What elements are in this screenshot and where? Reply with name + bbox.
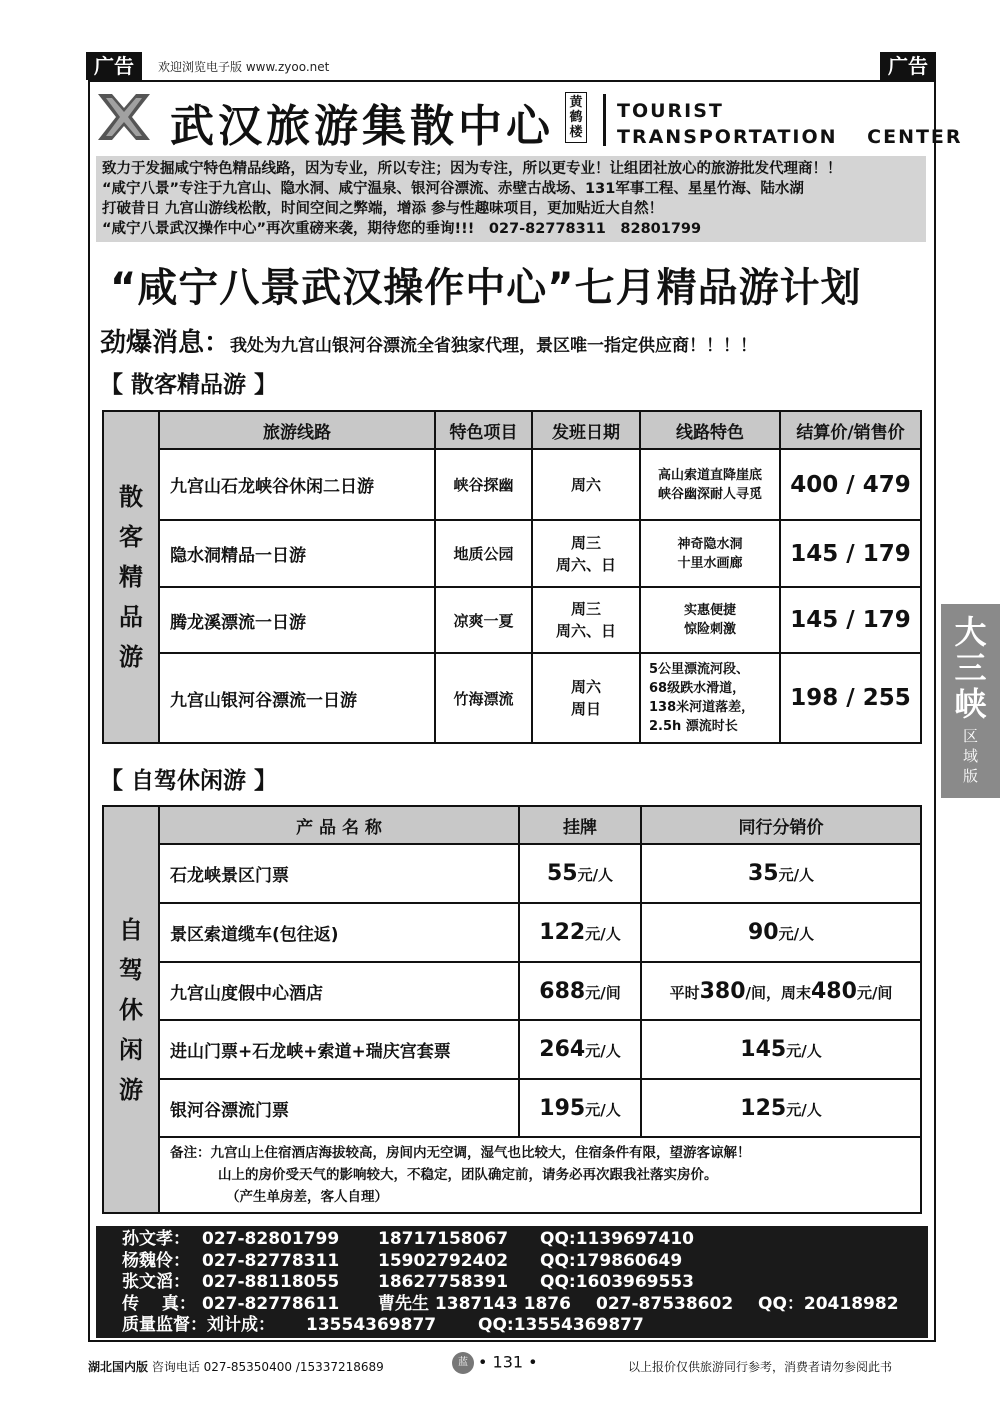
supervision-label: 质量监督：刘计成：	[122, 1315, 275, 1335]
price-unit: 元/间	[856, 983, 893, 1002]
price-unit: 元/人	[778, 866, 815, 884]
route-feature: 竹海漂流	[435, 653, 532, 743]
list-price	[519, 1079, 641, 1137]
highlight-line: 实惠便捷	[683, 603, 736, 618]
trade-price	[641, 1079, 921, 1137]
trade-price	[641, 903, 921, 962]
table-row	[103, 587, 921, 653]
table-row	[103, 653, 921, 743]
highlight-line: 十里水画廊	[677, 555, 743, 571]
hot-news-text: 我处为九宫山银河谷漂流全省独家代理，景区唯一指定供应商！！！！	[230, 336, 758, 356]
huanghelou-seal: 黄鹤楼	[565, 92, 587, 143]
fax-extra: 曹先生 1387143 1876	[378, 1293, 571, 1314]
date-line: 周六	[570, 678, 601, 696]
route-price: 145 / 179	[780, 587, 921, 653]
header-route: 旅游线路	[159, 411, 435, 449]
price-number: 195	[539, 1095, 586, 1121]
welcome-text: 欢迎浏览电子版 www.zyoo.net	[158, 60, 330, 74]
fax-phone: 027-82778611	[202, 1293, 340, 1314]
fax-row	[122, 1294, 928, 1316]
ad-label-left: 广告	[86, 52, 142, 80]
price-number: 145	[740, 1037, 787, 1062]
date-line: 周日	[570, 700, 601, 718]
date-line: 周三	[570, 600, 601, 618]
side-char: 驾	[119, 955, 143, 984]
table-row	[103, 962, 921, 1020]
center-name-chinese: 武汉旅游集散中心	[170, 101, 554, 152]
price-text: 平时	[669, 983, 700, 1002]
contact-mobile: 18627758391	[378, 1272, 509, 1292]
side-char: 品	[119, 603, 143, 631]
product-name: 进山门票+石龙峡+索道+瑞庆宫套票	[159, 1020, 519, 1079]
contact-name: 杨魏伶：	[122, 1250, 190, 1271]
price-number: 90	[747, 920, 779, 945]
region-side-tab	[941, 604, 1000, 798]
product-name: 九宫山度假中心酒店	[159, 962, 519, 1020]
fax-phone2: 027-87538602	[596, 1293, 734, 1314]
price-unit: 元/人	[585, 925, 621, 943]
contact-mobile: 15902792402	[378, 1250, 509, 1271]
table-row	[103, 903, 921, 962]
contact-name: 张文滔：	[122, 1272, 190, 1292]
contact-qq: QQ:179860649	[540, 1250, 683, 1271]
ad-label-right: 广告	[880, 52, 936, 80]
route-highlights	[640, 520, 780, 587]
route-dates	[532, 449, 640, 520]
price-number: 55	[546, 861, 578, 886]
hot-news-label: 劲爆消息：	[100, 328, 231, 358]
table-row	[103, 844, 921, 903]
footer-disclaimer: 以上报价仅供旅游同行参考，消费者请勿参阅此书	[628, 1360, 893, 1374]
side-char: 客	[119, 523, 143, 551]
note-line: （产生单房差，客人自理）	[226, 1189, 388, 1205]
route-feature: 地质公园	[435, 520, 532, 587]
date-line: 周三	[570, 533, 601, 552]
fax-qq: QQ：20418982	[758, 1293, 899, 1314]
main-title: “咸宁八景武汉操作中心”七月精品游计划	[110, 265, 862, 311]
highlight-line: 惊险刺激	[683, 622, 736, 637]
highlight-line: 峡谷幽深耐人寻觅	[657, 486, 762, 502]
contact-mobile: 18717158067	[378, 1229, 509, 1249]
section-title-self-drive: 【 自驾休闲游 】	[100, 768, 278, 794]
route-dates	[532, 653, 640, 743]
route-highlights	[640, 449, 780, 520]
intro-line: 打破昔日 九宫山游线松散，时间空间之弊端，增添 参与性趣味项目，更加贴近大自然！	[102, 201, 664, 217]
header-list-price: 挂牌	[519, 806, 641, 844]
header-price: 结算价/销售价	[780, 411, 921, 449]
intro-line: 致力于发掘咸宁特色精品线路，因为专业，所以专注；因为专注，所以更专业！让组团社放心的旅游批发代理商！！	[102, 161, 842, 177]
note-cell	[159, 1137, 921, 1213]
contact-phone: 027-82778311	[202, 1250, 340, 1271]
footer-consult: 咨询电话 027-85350400 /15337218689	[151, 1360, 384, 1374]
price-text: /间，周末	[745, 983, 811, 1002]
table-row	[103, 520, 921, 587]
highlight-line: 5公里漂流河段、	[649, 662, 750, 677]
price-unit: 元/人	[577, 866, 614, 884]
price-number: 122	[539, 920, 586, 945]
route-dates	[532, 520, 640, 587]
fax-label: 传 真：	[122, 1293, 196, 1314]
note-row	[103, 1137, 921, 1213]
trade-price	[641, 962, 921, 1020]
product-name: 景区索道缆车(包往返)	[159, 903, 519, 962]
product-name: 银河谷漂流门票	[159, 1079, 519, 1137]
date-line: 周六、日	[555, 622, 616, 640]
logo-icon	[98, 94, 150, 140]
side-label-self-drive	[103, 806, 159, 1213]
route-price: 145 / 179	[780, 520, 921, 587]
table-row	[103, 1020, 921, 1079]
price-unit: 元/人	[585, 1100, 621, 1119]
footer-left	[88, 1358, 384, 1375]
price-number: 264	[539, 1037, 586, 1062]
section-title-group-tours: 【 散客精品游 】	[100, 372, 278, 398]
highlight-line: 神奇隐水洞	[677, 536, 743, 552]
price-number: 688	[539, 978, 586, 1004]
page-number: • 131 •	[478, 1352, 538, 1372]
side-char: 自	[119, 915, 143, 944]
side-tab-subtitle: 区域版	[962, 727, 978, 785]
note-line: 备注：九宫山上住宿酒店海拔较高，房间内无空调，湿气也比较大，住宿条件有限，望游客谅解！	[170, 1145, 751, 1161]
intro-line: “咸宁八景武汉操作中心”再次重磅来袭，期待您的垂询!!! 027-82778311 82801799	[102, 221, 702, 237]
side-char: 休	[119, 995, 143, 1024]
side-char: 精	[119, 563, 143, 591]
note-line: 山上的房价受天气的影响较大，不稳定，团队确定前，请务必再次跟我社落实房价。	[218, 1167, 718, 1183]
supervision-phone: 13554369877	[306, 1315, 437, 1335]
contact-row	[122, 1272, 928, 1294]
price-unit: 元/间	[585, 983, 621, 1002]
route-price: 198 / 255	[780, 653, 921, 743]
header-divider	[603, 94, 606, 146]
route-price: 400 / 479	[780, 449, 921, 520]
contact-row	[122, 1251, 928, 1273]
table-row	[103, 449, 921, 520]
table-row	[103, 1079, 921, 1137]
list-price	[519, 903, 641, 962]
group-tours-table	[102, 410, 922, 744]
intro-block	[96, 156, 926, 242]
side-char: 游	[119, 643, 143, 671]
header-feature: 特色项目	[435, 411, 532, 449]
contact-phone: 027-88118055	[202, 1272, 340, 1292]
date-line: 周六、日	[555, 555, 616, 574]
list-price	[519, 1020, 641, 1079]
route-highlights	[640, 587, 780, 653]
footer-edition: 湖北国内版	[88, 1360, 149, 1374]
trade-price	[641, 1020, 921, 1079]
contact-row	[122, 1229, 928, 1251]
side-char: 闲	[119, 1035, 143, 1064]
route-dates	[532, 587, 640, 653]
hot-news	[100, 322, 757, 359]
route-name: 九宫山石龙峡谷休闲二日游	[159, 449, 435, 520]
center-name-english-line2: TRANSPORTATION CENTER	[617, 126, 963, 148]
list-price	[519, 844, 641, 903]
contact-qq: QQ:1139697410	[540, 1229, 694, 1249]
highlight-line: 68级跌水滑道，	[649, 681, 746, 696]
header-highlights: 线路特色	[640, 411, 780, 449]
supervision-row	[122, 1315, 928, 1337]
price-number: 35	[747, 861, 779, 886]
supervision-qq: QQ:13554369877	[478, 1315, 644, 1335]
price-unit: 元/人	[786, 1042, 822, 1060]
highlight-line: 高山索道直降崖底	[657, 467, 762, 483]
self-drive-table	[102, 805, 922, 1214]
route-name: 九宫山银河谷漂流一日游	[159, 653, 435, 743]
header-trade-price: 同行分销价	[641, 806, 921, 844]
route-name: 腾龙溪漂流一日游	[159, 587, 435, 653]
price-unit: 元/人	[778, 925, 815, 943]
highlight-line: 138米河道落差，	[649, 700, 755, 715]
route-highlights	[640, 653, 780, 743]
route-feature: 凉爽一夏	[435, 587, 532, 653]
price-number: 480	[811, 978, 857, 1004]
page-badge-icon: 蓝	[452, 1352, 474, 1374]
contact-block	[96, 1226, 928, 1338]
highlight-line: 2.5h 漂流时长	[649, 719, 738, 734]
contact-qq: QQ:1603969553	[540, 1272, 694, 1292]
footer-page	[452, 1352, 538, 1374]
product-name: 石龙峡景区门票	[159, 844, 519, 903]
contact-name: 孙文孝：	[122, 1229, 190, 1249]
contact-phone: 027-82801799	[202, 1229, 340, 1249]
price-number: 380	[699, 978, 746, 1004]
price-unit: 元/人	[786, 1100, 822, 1119]
price-unit: 元/人	[585, 1042, 621, 1060]
side-tab-title: 大三峡	[954, 613, 987, 723]
route-feature: 峡谷探幽	[435, 449, 532, 520]
list-price	[519, 962, 641, 1020]
header-product-name: 产 品 名 称	[159, 806, 519, 844]
side-label-group-tours	[103, 411, 159, 743]
center-name-english-line1: TOURIST	[617, 100, 724, 122]
trade-price	[641, 844, 921, 903]
header-dates: 发班日期	[532, 411, 640, 449]
intro-line: “咸宁八景”专注于九宫山、隐水洞、咸宁温泉、银河谷漂流、赤壁古战场、131军事工程、星星竹海、陆水湖	[102, 181, 804, 197]
side-char: 游	[119, 1075, 143, 1104]
route-name: 隐水洞精品一日游	[159, 520, 435, 587]
date-line: 周六	[570, 475, 601, 494]
side-char: 散	[119, 483, 143, 511]
price-number: 125	[740, 1095, 787, 1121]
